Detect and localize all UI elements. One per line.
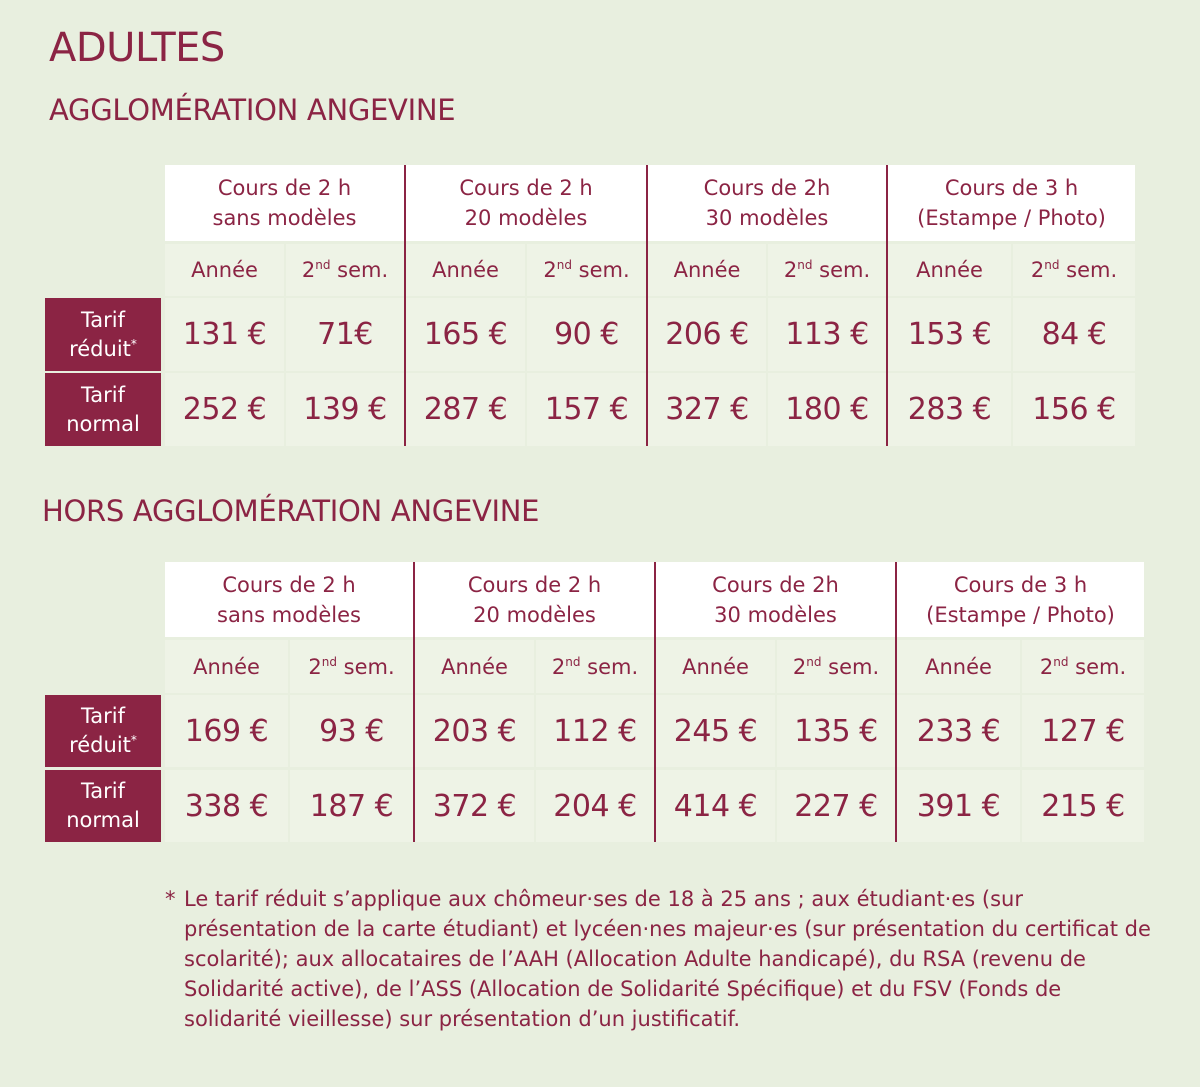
price-cell: 327 € [648, 373, 766, 446]
row-label-line1: Tarif [80, 779, 126, 803]
column-header-line1: Cours de 2 h [217, 176, 352, 200]
column-divider [895, 562, 897, 842]
price-cell: 71€ [286, 298, 404, 371]
price-cell: 139 € [286, 373, 404, 446]
column-header [165, 165, 404, 241]
price-cell: 153 € [888, 298, 1011, 371]
column-header [897, 562, 1144, 637]
price-cell: 135 € [777, 695, 895, 767]
price-cell: 227 € [777, 770, 895, 842]
price-cell: 204 € [536, 770, 654, 842]
column-header-line2: 30 modèles [705, 206, 829, 230]
column-divider [646, 165, 648, 446]
column-header-line2: (Estampe / Photo) [917, 206, 1106, 230]
row-label [45, 298, 161, 371]
column-header-line1: Cours de 2 h [459, 176, 593, 200]
subheader-annee [415, 640, 534, 693]
sem-suffix: sem. [821, 654, 880, 679]
row-label-text: normal [66, 808, 140, 832]
sem-suffix: sem. [1059, 258, 1118, 282]
price-cell: 180 € [768, 373, 886, 446]
price-cell: 215 € [1022, 770, 1144, 842]
sem-suffix: sem. [571, 258, 630, 282]
sem-superscript: nd [806, 654, 822, 669]
price-cell: 338 € [165, 770, 288, 842]
row-label [45, 695, 161, 767]
price-cell: 90 € [527, 298, 646, 371]
sem-superscript: nd [1044, 258, 1060, 272]
price-cell: 252 € [165, 373, 284, 446]
row-label-line2 [66, 806, 140, 835]
column-header [648, 165, 886, 241]
subheader-second-semester [527, 244, 646, 296]
price-cell: 391 € [897, 770, 1020, 842]
column-header [406, 165, 646, 241]
column-header-line1: Cours de 2h [703, 176, 831, 200]
price-cell: 165 € [406, 298, 525, 371]
sem-suffix: sem. [336, 654, 395, 679]
subheader-sem-label [784, 258, 870, 282]
subheader-second-semester [286, 244, 404, 296]
row-label-line2 [69, 335, 137, 364]
column-header-line1: Cours de 3 h [953, 572, 1088, 597]
column-header-line1: Cours de 2 h [467, 572, 602, 597]
sem-suffix: sem. [812, 258, 871, 282]
price-cell: 127 € [1022, 695, 1144, 767]
price-cell: 414 € [656, 770, 775, 842]
price-cell: 287 € [406, 373, 525, 446]
price-cell: 206 € [648, 298, 766, 371]
column-header [656, 562, 895, 637]
row-label-line1: Tarif [80, 307, 126, 332]
subheader-sem-label [1031, 258, 1117, 282]
subheader-second-semester [290, 640, 413, 693]
subheader-sem-label [793, 655, 879, 679]
footnote-text: Le tarif réduit s’applique aux chômeur·ses de 18 à 25 ans ; aux étudiant·es (sur présentation de la carte étudiant) et lycéen·nes majeur·es (sur présentation du certificat de scolarité); aux allocataires de l’AAH (Allocation Adulte handicapé), du RSA (revenu de Solidarité active), de l’ASS (Allocation de Solidarité Spécifique) et du FSV (Fonds de solidarité vieillesse) sur présentation d’un justificatif. [184, 887, 1151, 1031]
sem-superscript: nd [321, 654, 337, 669]
subheader-annee [888, 244, 1011, 296]
subheader-annee [165, 640, 288, 693]
row-label-mark: * [130, 733, 137, 747]
column-header-line1: Cours de 2 h [222, 572, 356, 597]
price-cell: 112 € [536, 695, 654, 767]
subheader-sem-label [308, 655, 394, 679]
sem-superscript: nd [556, 258, 572, 272]
price-cell: 84 € [1013, 298, 1135, 371]
sem-prefix: 2 [1030, 258, 1045, 282]
sem-prefix: 2 [783, 258, 798, 282]
price-cell: 169 € [165, 695, 288, 767]
column-divider [654, 562, 656, 842]
sem-prefix: 2 [792, 654, 807, 679]
subheader-annee-label: Année [191, 258, 258, 282]
row-label-line2 [69, 731, 137, 760]
price-cell: 93 € [290, 695, 413, 767]
sem-prefix: 2 [308, 654, 322, 679]
price-cell: 131 € [165, 298, 284, 371]
row-label-text: réduit [69, 336, 131, 361]
row-label-line1: Tarif [80, 704, 126, 728]
subheader-annee-label: Année [916, 258, 983, 282]
sem-suffix: sem. [330, 258, 389, 282]
column-header [415, 562, 654, 637]
subheader-second-semester [536, 640, 654, 693]
subheader-annee [897, 640, 1020, 693]
column-header-line2: 20 modèles [473, 602, 596, 627]
row-label [45, 770, 161, 842]
column-header-line2: sans modèles [217, 602, 361, 627]
footnote [165, 884, 1155, 1034]
sem-prefix: 2 [301, 258, 316, 282]
column-header-line2: 30 modèles [714, 602, 837, 627]
subheader-second-semester [1013, 244, 1135, 296]
section-heading: HORS AGGLOMÉRATION ANGEVINE [42, 494, 540, 528]
subheader-sem-label [1040, 655, 1126, 679]
column-divider [413, 562, 415, 842]
price-cell: 283 € [888, 373, 1011, 446]
subheader-annee-label: Année [673, 258, 741, 282]
subheader-annee-label: Année [441, 654, 508, 679]
subheader-annee-label: Année [432, 258, 499, 282]
row-label-mark: * [130, 336, 137, 351]
subheader-annee [648, 244, 766, 296]
row-label-text: réduit [69, 733, 131, 757]
column-header-line2: sans modèles [212, 206, 357, 230]
price-cell: 372 € [415, 770, 534, 842]
subheader-annee [406, 244, 525, 296]
price-cell: 245 € [656, 695, 775, 767]
subheader-annee [656, 640, 775, 693]
sem-superscript: nd [797, 258, 813, 272]
sem-suffix: sem. [1068, 654, 1127, 679]
column-header [888, 165, 1135, 241]
price-cell: 156 € [1013, 373, 1135, 446]
subheader-second-semester [1022, 640, 1144, 693]
sem-superscript: nd [315, 258, 331, 272]
column-divider [886, 165, 888, 446]
subheader-annee [165, 244, 284, 296]
sem-prefix: 2 [1039, 654, 1054, 679]
row-label-line2 [66, 410, 140, 439]
sem-prefix: 2 [543, 258, 557, 282]
sem-superscript: nd [565, 654, 581, 669]
sem-superscript: nd [1053, 654, 1069, 669]
price-cell: 203 € [415, 695, 534, 767]
subheader-annee-label: Année [925, 654, 992, 679]
column-header-line1: Cours de 2h [712, 572, 839, 597]
column-divider [404, 165, 406, 446]
subheader-sem-label [302, 258, 388, 282]
column-header-line2: 20 modèles [464, 206, 588, 230]
subheader-sem-label [552, 655, 638, 679]
column-header-line2: (Estampe / Photo) [926, 602, 1115, 627]
page-title: ADULTES [49, 25, 225, 71]
section-heading: AGGLOMÉRATION ANGEVINE [49, 93, 456, 127]
sem-prefix: 2 [551, 654, 566, 679]
row-label-line1: Tarif [80, 382, 126, 407]
price-cell: 157 € [527, 373, 646, 446]
column-header [165, 562, 413, 637]
row-label-text: normal [66, 411, 140, 436]
price-cell: 113 € [768, 298, 886, 371]
row-label [45, 373, 161, 446]
subheader-sem-label [543, 258, 629, 282]
subheader-annee-label: Année [193, 654, 260, 679]
price-cell: 187 € [290, 770, 413, 842]
subheader-annee-label: Année [682, 654, 749, 679]
sem-suffix: sem. [580, 654, 639, 679]
column-header-line1: Cours de 3 h [944, 176, 1079, 200]
subheader-second-semester [768, 244, 886, 296]
price-cell: 233 € [897, 695, 1020, 767]
subheader-second-semester [777, 640, 895, 693]
footnote-star: * [165, 887, 176, 911]
